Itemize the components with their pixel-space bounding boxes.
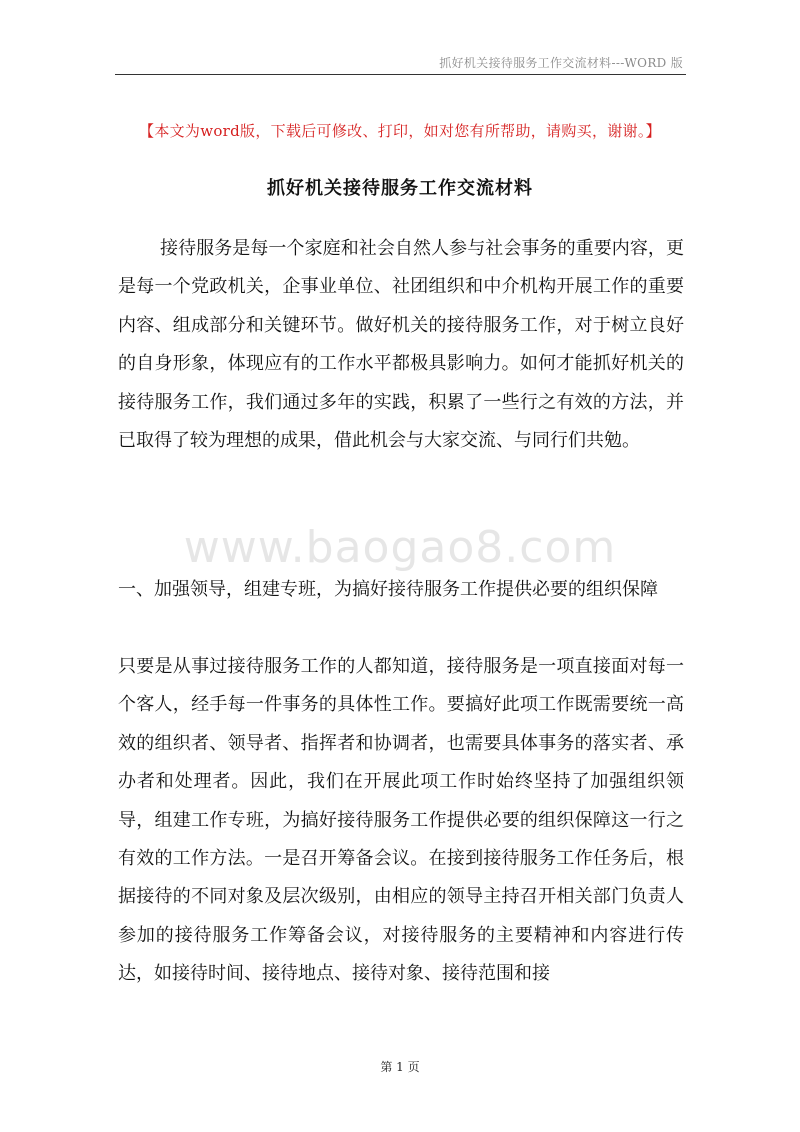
page-number: 第 1 页: [380, 1060, 420, 1074]
header-divider: [115, 74, 686, 75]
section-1-heading: 一、加强领导，组建专班，为搞好接待服务工作提供必要的组织保障: [118, 579, 658, 600]
watermark: www.baogao8.com: [183, 522, 617, 573]
header-running-title: 抓好机关接待服务工作交流材料---WORD 版: [439, 56, 683, 70]
intro-paragraph: 接待服务是每一个家庭和社会自然人参与社会事务的重要内容，更是每一个党政机关，企事业单位、社团组织和中介机构开展工作的重要内容、组成部分和关键环节。做好机关的接待服务工作，对于树立良好的自身形象，体现应有的工作水平都极具影响力。如何才能抓好机关的接待服务工作，我们通过多年的实践，积累了一些行之有效的方法，并已取得了较为理想的成果，借此机会与大家交流、与同行们共勉。: [118, 238, 684, 452]
section-1-paragraph: 只要是从事过接待服务工作的人都知道，接待服务是一项直接面对每一个客人，经手每一件事务的具体性工作。要搞好此项工作既需要统一高效的组织者、领导者、指挥者和协调者，也需要具体事务的落实者、承办者和处理者。因此，我们在开展此项工作时始终坚持了加强组织领导，组建工作专班，为搞好接待服务工作提供必要的组织保障这一行之有效的工作方法。一是召开筹备会议。在接到接待服务工作任务后，根据接待的不同对象及层次级别，由相应的领导主持召开相关部门负责人参加的接待服务工作筹备会议，对接待服务的主要精神和内容进行传达，如接待时间、接待地点、接待对象、接待范围和接: [118, 656, 684, 985]
purchase-notice: 【本文为word版，下载后可修改、打印，如对您有所帮助，请购买，谢谢。】: [139, 122, 661, 140]
document-title: 抓好机关接待服务工作交流材料: [267, 178, 533, 199]
